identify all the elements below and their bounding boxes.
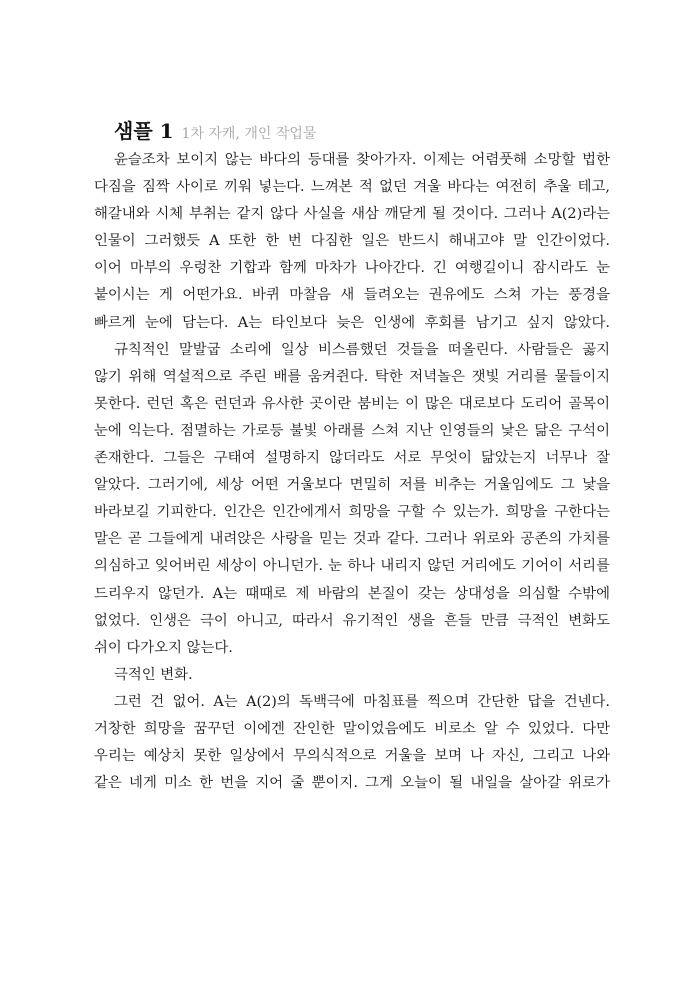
- text-line: 없었다. 인생은 극이 아니고, 따라서 유기적인 생을 흔들 만큼 극적인 변화도: [94, 612, 610, 629]
- text-line: 이어 마부의 우렁찬 기합과 함께 마차가 나아간다. 긴 여행길이니 잠시라도 눈: [94, 260, 610, 277]
- text-line: 인물이 그러했듯 A 또한 한 번 다짐한 일은 반드시 해내고야 말 인간이었다.: [94, 233, 610, 250]
- text-line: 극적인 변화.: [114, 666, 193, 683]
- text-line: 바라보길 기피한다. 인간은 인간에게서 희망을 구할 수 있는가. 희망을 구한다는: [94, 504, 610, 521]
- text-line: 다짐을 짐짝 사이로 끼워 넣는다. 느껴본 적 없던 겨울 바다는 여전히 추울 테고,: [94, 179, 610, 196]
- text-line: 우리는 예상치 못한 일상에서 무의식적으로 거울을 보며 나 자신, 그리고 나와: [94, 748, 610, 765]
- sample-heading: [114, 116, 316, 149]
- text-line: 해갈내와 시체 부취는 같지 않다 사실을 새삼 깨닫게 될 것이다. 그러나 A(2)라는: [94, 206, 610, 223]
- sample-subtitle: 1차 자캐, 개인 작업물: [181, 126, 317, 142]
- text-line: 빠르게 눈에 담는다. A는 타인보다 늦은 인생에 후회를 남기고 싶지 않았다.: [94, 314, 610, 331]
- text-line: 규칙적인 말발굽 소리에 일상 비스름했던 것들을 떠올린다. 사람들은 곯지: [114, 341, 610, 358]
- text-line: 드리우지 않던가. A는 때때로 제 바람의 본질이 갖는 상대성을 의심할 수밖에: [94, 585, 610, 602]
- text-line: 붙이시는 게 어떤가요. 바퀴 마찰음 새 들려오는 권유에도 스쳐 가는 풍경을: [94, 287, 610, 304]
- text-line: 못한다. 런던 혹은 런던과 유사한 곳이란 붐비는 이 많은 대로보다 도리어 골목이: [94, 395, 610, 412]
- text-line: 눈에 익는다. 점멸하는 가로등 불빛 아래를 스쳐 지난 인영들의 낯은 닮은 구석이: [94, 422, 610, 439]
- text-line: 쉬이 다가오지 않는다.: [94, 639, 233, 656]
- text-line: 거창한 희망을 꿈꾸던 이에겐 잔인한 말이었음에도 비로소 알 수 있었다. 다만: [94, 720, 610, 737]
- text-line: 않기 위해 역설적으로 주린 배를 움켜쥔다. 탁한 저녁놀은 잿빛 거리를 물들이지: [94, 368, 610, 385]
- text-line: 같은 네게 미소 한 번을 지어 줄 뿐이지. 그게 오늘이 될 내일을 살아갈 위로가: [94, 775, 610, 792]
- text-line: 윤슬조차 보이지 않는 바다의 등대를 찾아가자. 이제는 어렴풋해 소망할 법한: [114, 152, 610, 168]
- text-line: 그런 건 없어. A는 A(2)의 독백극에 마침표를 찍으며 간단한 답을 건넨다.: [114, 693, 610, 710]
- text-line: 의심하고 잊어버린 세상이 아니던가. 눈 하나 내리지 않던 거리에도 기어이 서리를: [94, 558, 610, 575]
- text-line: 알았다. 그러기에, 세상 어떤 거울보다 면밀히 저를 비추는 거울임에도 그 낯을: [94, 477, 610, 494]
- text-line: 존재한다. 그들은 구태여 설명하지 않더라도 서로 무엇이 닮았는지 너무나 잘: [94, 450, 610, 467]
- story-body: [94, 147, 610, 797]
- text-line: 말은 곧 그들에게 내려앉은 사랑을 믿는 것과 같다. 그러나 위로와 공존의 가치를: [94, 531, 610, 548]
- sample-title: 샘플 1: [114, 119, 174, 143]
